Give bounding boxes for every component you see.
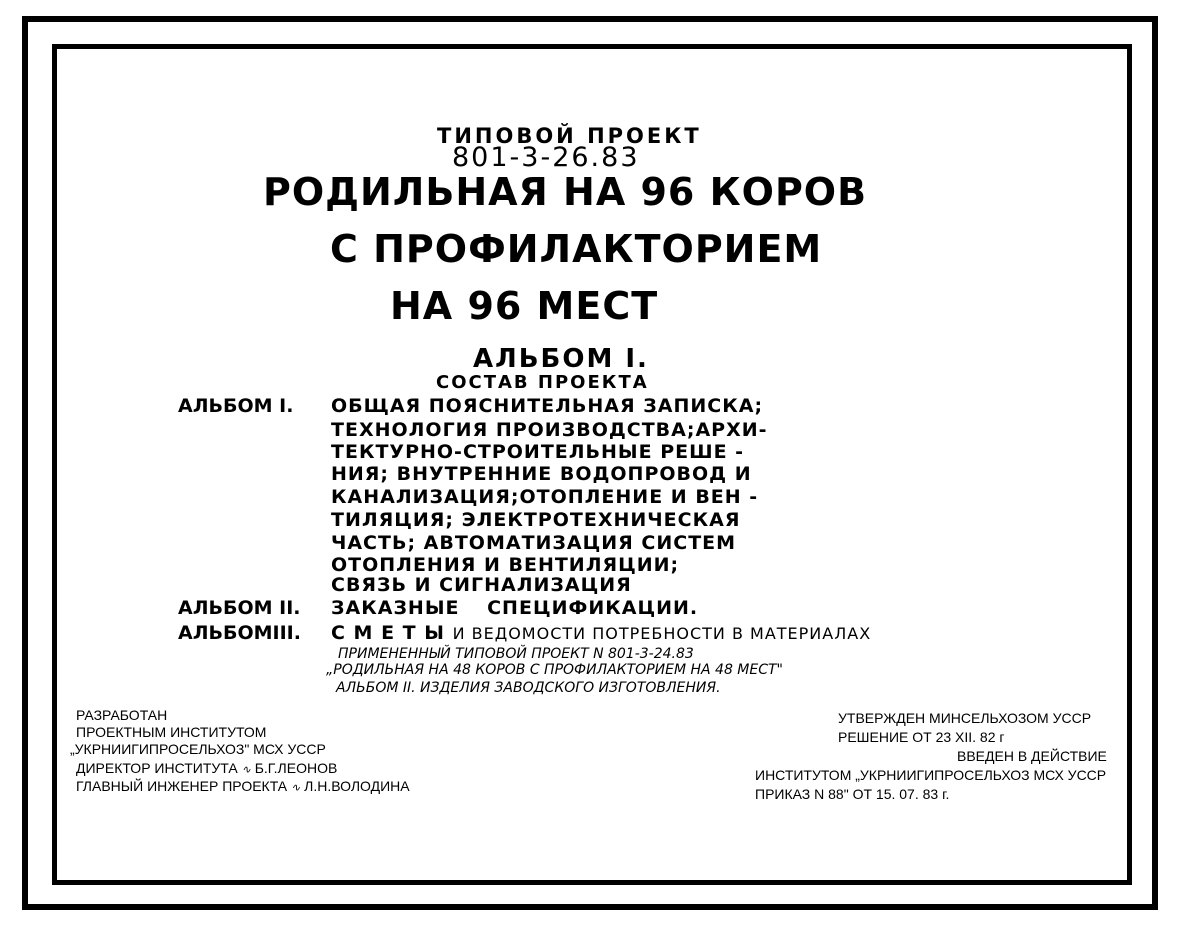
typovoy-label: ТИПОВОЙ ПРОЕКТ	[437, 124, 702, 148]
title-line-3: НА 96 МЕСТ	[390, 284, 659, 328]
album-3-rest: И ВЕДОМОСТИ ПОТРЕБНОСТИ В МАТЕРИАЛАХ	[452, 624, 872, 643]
album-1-line: ТИЛЯЦИЯ; ЭЛЕКТРОТЕХНИЧЕСКАЯ	[331, 509, 741, 531]
album-2-label: АЛЬБОМ II.	[178, 597, 301, 619]
chief-label: ГЛАВНЫЙ ИНЖЕНЕР ПРОЕКТА	[76, 778, 288, 794]
composition-heading: СОСТАВ ПРОЕКТА	[436, 372, 649, 393]
director-row	[76, 761, 337, 776]
director-signature: ∿	[241, 764, 251, 776]
album-1-line: ОТОПЛЕНИЯ И ВЕНТИЛЯЦИИ;	[331, 554, 680, 576]
approval-line: РЕШЕНИЕ ОТ 23 XII. 82 г	[838, 729, 1005, 745]
applied-project-line: „РОДИЛЬНАЯ НА 48 КОРОВ С ПРОФИЛАКТОРИЕМ НА 48 МЕСТ"	[326, 662, 783, 678]
album-3-label: АЛЬБОМIII.	[178, 622, 301, 644]
chief-row	[76, 779, 410, 794]
project-number: 801-3-26.83	[452, 142, 640, 173]
album-heading: АЛЬБОМ I.	[473, 344, 649, 374]
developer-line: „УКРНИИГИПРОСЕЛЬХОЗ" МСХ УССР	[70, 741, 326, 757]
chief-signature: ∿	[291, 782, 301, 794]
developer-line: РАЗРАБОТАН	[76, 707, 168, 723]
director-name: Б.Г.ЛЕОНОВ	[254, 760, 338, 776]
album-1-line: КАНАЛИЗАЦИЯ;ОТОПЛЕНИЕ И ВЕН -	[331, 486, 759, 508]
album-1-line: ТЕХНОЛОГИЯ ПРОИЗВОДСТВА;АРХИ-	[331, 419, 768, 441]
album-1-line: ЧАСТЬ; АВТОМАТИЗАЦИЯ СИСТЕМ	[331, 532, 737, 554]
approval-line: ИНСТИТУТОМ „УКРНИИГИПРОСЕЛЬХОЗ МСХ УССР	[755, 767, 1107, 783]
album-1-line: НИЯ; ВНУТРЕННИЕ ВОДОПРОВОД И	[331, 463, 752, 485]
album-1-line: ОБЩАЯ ПОЯСНИТЕЛЬНАЯ ЗАПИСКА;	[331, 395, 764, 417]
approval-line: УТВЕРЖДЕН МИНСЕЛЬХОЗОМ УССР	[838, 710, 1092, 726]
album-1-line: ТЕКТУРНО-СТРОИТЕЛЬНЫЕ РЕШЕ -	[331, 441, 745, 463]
title-line-1: РОДИЛЬНАЯ НА 96 КОРОВ	[263, 170, 868, 214]
chief-name: Л.Н.ВОЛОДИНА	[304, 778, 410, 794]
title-line-2: С ПРОФИЛАКТОРИЕМ	[330, 227, 823, 271]
director-label: ДИРЕКТОР ИНСТИТУТА	[76, 760, 238, 776]
applied-project-line: АЛЬБОМ II. ИЗДЕЛИЯ ЗАВОДСКОГО ИЗГОТОВЛЕНИЯ.	[336, 680, 721, 696]
album-1-label: АЛЬБОМ I.	[178, 395, 294, 417]
applied-project-line: ПРИМЕНЕННЫЙ ТИПОВОЙ ПРОЕКТ N 801-3-24.83	[338, 646, 694, 662]
approval-line: ВВЕДЕН В ДЕЙСТВИЕ	[957, 748, 1107, 764]
developer-line: ПРОЕКТНЫМ ИНСТИТУТОМ	[76, 724, 267, 740]
album-3-bold: С М Е Т Ы	[331, 622, 445, 644]
approval-line: ПРИКАЗ N 88" ОТ 15. 07. 83 г.	[755, 786, 950, 802]
album-1-line: СВЯЗЬ И СИГНАЛИЗАЦИЯ	[331, 574, 632, 596]
album-3-text	[331, 624, 871, 643]
album-2-text: ЗАКАЗНЫЕ СПЕЦИФИКАЦИИ.	[331, 597, 699, 619]
